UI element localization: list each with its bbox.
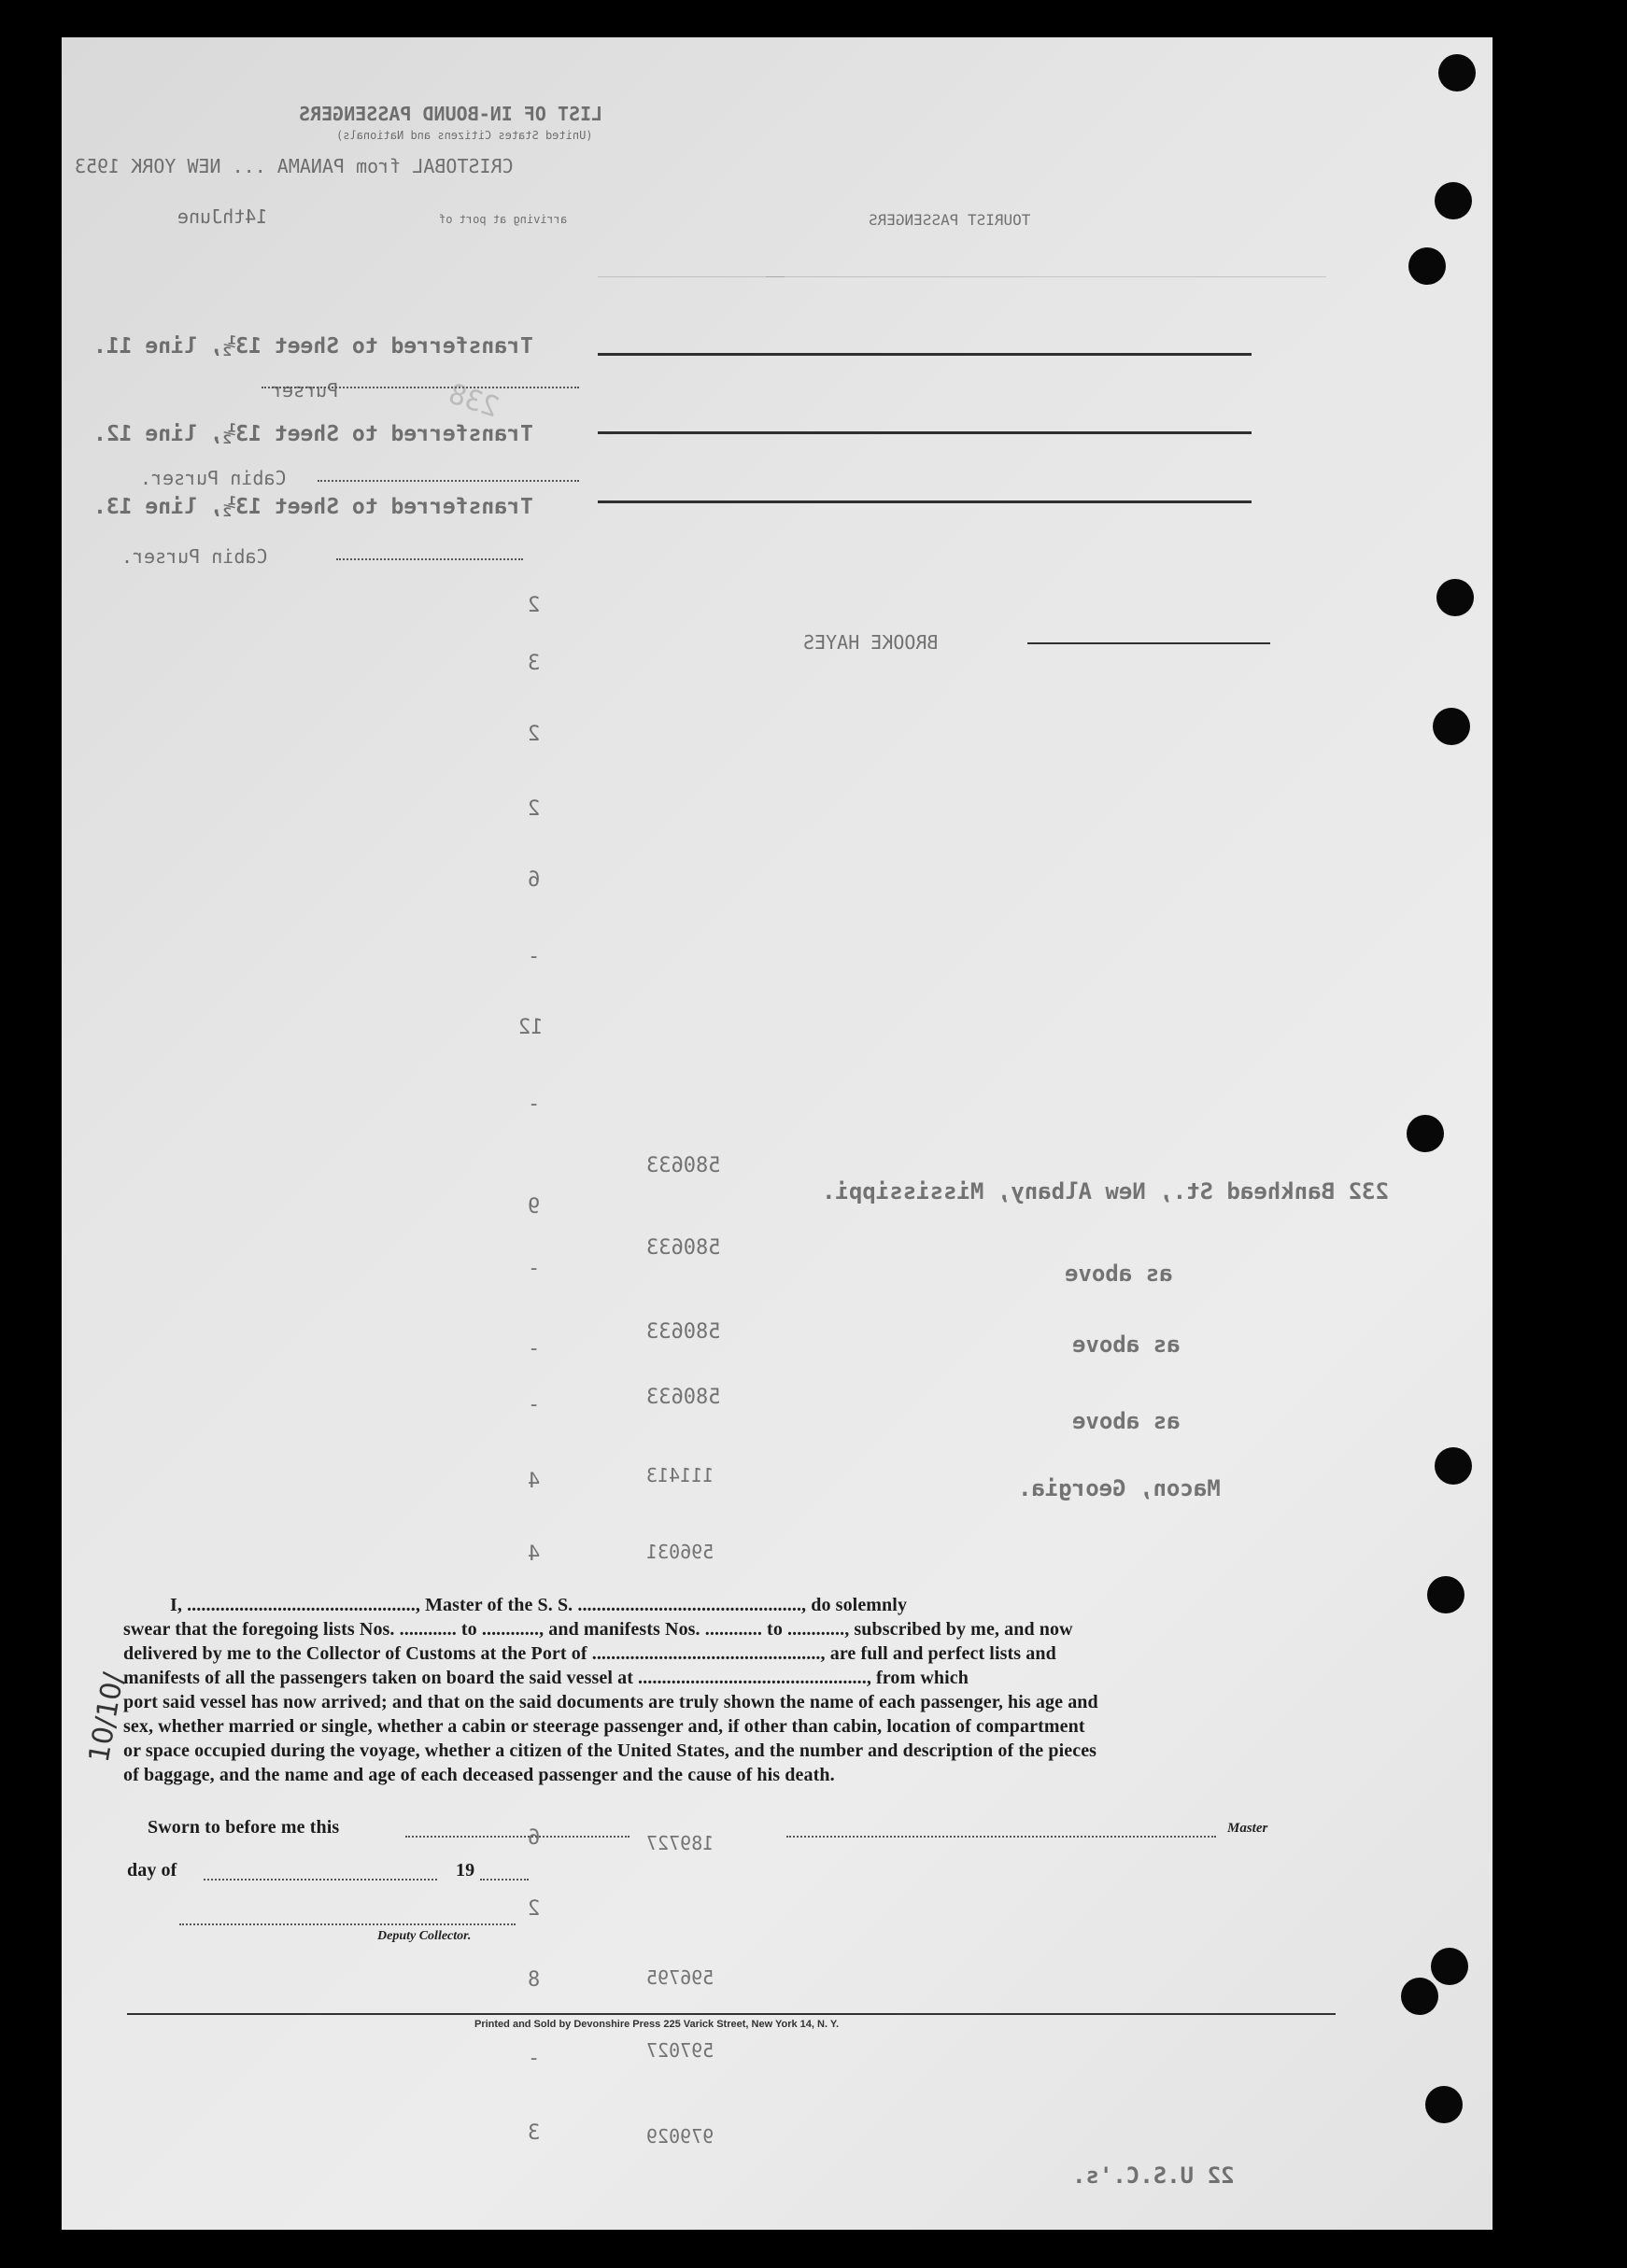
bleed-date-line: 14thJune xyxy=(177,205,268,228)
declaration-line: sex, whether married or single, whether a cabin or steerage passenger and, if other than cabin, location of compartment xyxy=(123,1716,1085,1737)
column-number: 4 xyxy=(528,1543,541,1566)
transfer-dots-2 xyxy=(318,480,579,482)
day-of-dotted-line xyxy=(204,1879,437,1881)
declaration-line: swear that the foregoing lists Nos. ............ to ............, and manifests Nos. ............ to ............, subscribed by me, and now xyxy=(123,1619,1073,1640)
address-text: as above xyxy=(1072,1331,1181,1358)
column-number: 2 xyxy=(528,1897,541,1921)
punch-hole xyxy=(1427,1576,1464,1613)
punch-hole xyxy=(1438,54,1476,92)
column-number: - xyxy=(528,945,541,968)
cert-number: 580633 xyxy=(646,1320,721,1344)
transfer-rule-1 xyxy=(598,353,1252,356)
sworn-label: Sworn to before me this xyxy=(148,1817,340,1838)
address-text: BROOKE HAYES xyxy=(803,631,939,654)
address-text: as above xyxy=(1072,1408,1181,1434)
footer-rule xyxy=(127,2013,1336,2015)
year-prefix: 19 xyxy=(456,1860,475,1881)
column-number: 2 xyxy=(528,594,541,617)
punch-hole xyxy=(1408,247,1446,285)
transfer-dots-3 xyxy=(336,558,523,560)
cert-number: 580633 xyxy=(646,1236,721,1260)
bleed-sheet-ref: TOURIST PASSENGERS xyxy=(869,211,1031,229)
address-text: 22 U.S.C.'s. xyxy=(1072,2162,1235,2189)
column-number: 12 xyxy=(518,1016,544,1039)
punch-hole xyxy=(1425,2086,1463,2123)
declaration-line: of baggage, and the name and age of each deceased passenger and the cause of his death. xyxy=(123,1765,835,1785)
transfer-rule-2 xyxy=(598,431,1252,434)
column-number: 6 xyxy=(528,868,541,892)
punch-hole xyxy=(1431,1948,1468,1985)
cert-number: 580633 xyxy=(646,1386,721,1409)
stamp-number: 238 xyxy=(444,377,503,425)
transfer-signature-1: Purser xyxy=(271,379,339,401)
transfer-dots-1 xyxy=(262,387,579,388)
printer-imprint: Printed and Sold by Devonshire Press 225 Varick Street, New York 14, N. Y. xyxy=(474,2019,840,2030)
column-number: - xyxy=(528,1337,541,1360)
column-number: - xyxy=(528,1257,541,1280)
punch-hole xyxy=(1435,1447,1472,1485)
ghost-rule xyxy=(598,276,785,277)
column-number: 3 xyxy=(528,2121,541,2145)
margin-note: 10/10/ xyxy=(82,1669,131,1766)
column-number: - xyxy=(528,2047,541,2070)
column-number: 2 xyxy=(528,797,541,821)
punch-hole xyxy=(1433,708,1470,745)
declaration-line: delivered by me to the Collector of Customs at the Port of ................................................, are full and perfect lists and xyxy=(123,1643,1056,1664)
year-dotted-line xyxy=(480,1879,529,1881)
declaration-line: manifests of all the passengers taken on board the said vessel at ................................................, from which xyxy=(123,1668,969,1688)
address-text: as above xyxy=(1065,1261,1173,1287)
transfer-rule-3 xyxy=(598,500,1252,503)
column-number: 9 xyxy=(528,1195,541,1219)
deputy-signature-line xyxy=(179,1923,516,1925)
column-number: - xyxy=(528,1092,541,1116)
punch-hole xyxy=(1435,182,1472,219)
deputy-collector-label: Deputy Collector. xyxy=(377,1929,472,1943)
cert-number: 111413 xyxy=(646,1464,714,1486)
master-label: Master xyxy=(1227,1821,1268,1836)
bleed-title: LIST OF IN-BOUND PASSENGERS xyxy=(299,103,603,125)
declaration-line: I, ................................................, Master of the S. S. ..............................................., do solemnly xyxy=(170,1595,908,1615)
transfer-signature-3: Cabin Purser. xyxy=(121,545,268,568)
punch-hole xyxy=(1436,579,1474,616)
address-text: Macon, Georgia. xyxy=(1018,1475,1221,1501)
punch-hole xyxy=(1407,1115,1444,1152)
column-number: 2 xyxy=(528,723,541,746)
day-of-label: day of xyxy=(127,1860,177,1881)
transfer-line-3: Transferred to Sheet 13½, line 13. xyxy=(93,495,533,519)
manifest-sheet xyxy=(62,37,1493,2230)
punch-hole xyxy=(1401,1978,1438,2015)
cert-number: 596031 xyxy=(646,1541,714,1563)
transfer-signature-2: Cabin Purser. xyxy=(140,467,287,489)
cert-number: 189727 xyxy=(646,1832,714,1854)
bleed-subtitle: (United States Citizens and Nationals) xyxy=(336,129,593,142)
transfer-line-2: Transferred to Sheet 13½, line 12. xyxy=(93,422,533,446)
bleed-ship-line: CRISTOBAL from PANAMA ... NEW YORK 1953 xyxy=(75,155,514,177)
transfer-line-1: Transferred to Sheet 13½, line 11. xyxy=(93,334,533,359)
address-text: 232 Bankhead St., New Albany, Mississippi. xyxy=(822,1178,1389,1204)
master-signature-line xyxy=(786,1836,1216,1838)
bleed-arrival-label: arriving at port of xyxy=(439,213,568,226)
cert-number: 597027 xyxy=(646,2039,714,2062)
declaration-line: or space occupied during the voyage, whether a citizen of the United States, and the number and description of the pieces xyxy=(123,1740,1097,1761)
sworn-dotted-line xyxy=(405,1836,630,1838)
cert-number: 596795 xyxy=(646,1966,714,1989)
ghost-rule xyxy=(766,276,1326,277)
column-number: 4 xyxy=(528,1470,541,1493)
cert-number: 580633 xyxy=(646,1154,721,1177)
column-number: 6 xyxy=(528,1826,541,1850)
declaration-line: port said vessel has now arrived; and that on the said documents are truly shown the name of each passenger, his age and xyxy=(123,1692,1098,1712)
column-number: 3 xyxy=(528,652,541,675)
column-number: 8 xyxy=(528,1968,541,1992)
address-rule xyxy=(1027,642,1270,644)
cert-number: 979029 xyxy=(646,2125,714,2148)
column-number: - xyxy=(528,1393,541,1416)
